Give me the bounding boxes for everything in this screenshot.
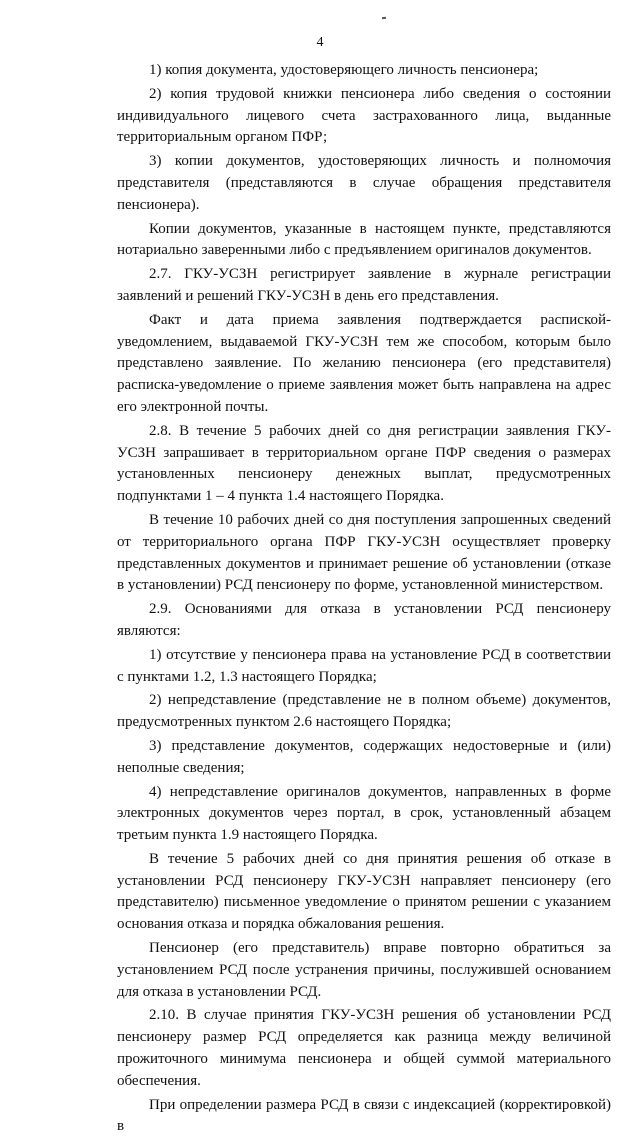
paragraph: 2.7. ГКУ-УСЗН регистрирует заявление в журнале регистрации заявлений и решений ГКУ-УСЗН в день его представления. bbox=[117, 266, 611, 304]
paragraph: 2) копия трудовой книжки пенсионера либо сведения о состоянии индивидуального лицевого счета застрахованного лица, выданные территориальным органом ПФР; bbox=[117, 85, 611, 146]
paragraph: 4) непредставление оригиналов документов, направленных в форме электронных документов через портал, в срок, установленный абзацем третьим пункта 1.9 настоящего Порядка. bbox=[117, 783, 611, 844]
body-text bbox=[117, 60, 611, 1140]
paragraph: 2) непредставление (представление не в полном объеме) документов, предусмотренных пунктом 2.6 настоящего Порядка; bbox=[117, 692, 611, 731]
paragraph: В течение 5 рабочих дней со дня принятия решения об отказе в установлении РСД пенсионеру ГКУ-УСЗН направляет пенсионеру (его представителю) письменное уведомление о принятом решении с указанием основания отказа и порядка обжалования решения. bbox=[117, 850, 611, 933]
paragraph: 3) представление документов, содержащих недостоверные и (или) неполные сведения; bbox=[117, 737, 611, 776]
paragraph: В течение 10 рабочих дней со дня поступления запрошенных сведений от территориального органа ПФР ГКУ-УСЗН осуществляет проверку представленных документов и принимает решение об установлении (отказе в установлении) РСД пенсионеру по форме, установленной министерством. bbox=[117, 511, 611, 594]
paragraph: Факт и дата приема заявления подтверждается распиской-уведомлением, выдаваемой ГКУ-УСЗН тем же способом, которым было представлено заявление. По желанию пенсионера (его представителя) расписка-уведомление о приеме заявления может быть направлена на адрес его электронной почты. bbox=[117, 311, 611, 415]
paragraph: 2.10. В случае принятия ГКУ-УСЗН решения об установлении РСД пенсионеру размер РСД определяется как разница между величиной прожиточного минимума пенсионера и общей суммой материального обеспечения. bbox=[117, 1007, 611, 1089]
paragraph: При определении размера РСД в связи с индексацией (корректировкой) в bbox=[117, 1096, 611, 1135]
paragraph: 1) копия документа, удостоверяющего личность пенсионера; bbox=[149, 62, 539, 78]
paragraph: 2.9. Основаниями для отказа в установлении РСД пенсионеру являются: bbox=[117, 601, 611, 639]
page-number: 4 bbox=[316, 35, 324, 50]
scan-mark bbox=[382, 17, 386, 20]
paragraph: 3) копии документов, удостоверяющих личность и полномочия представителя (представляются в случае обращения представителя пенсионера). bbox=[117, 153, 611, 213]
paragraph: Копии документов, указанные в настоящем пункте, представляются нотариально заверенными либо с предъявлением оригиналов документов. bbox=[117, 220, 611, 259]
paragraph: 1) отсутствие у пенсионера права на установление РСД в соответствии с пунктами 1.2, 1.3 настоящего Порядка; bbox=[117, 646, 611, 685]
paragraph: 2.8. В течение 5 рабочих дней со дня регистрации заявления ГКУ-УСЗН запрашивает в территориальном органе ПФР сведения о размерах установленных пенсионеру денежных выплат, предусмотренных подпунктами 1 – 4 пункта 1.4 настоящего Порядка. bbox=[117, 422, 611, 505]
paragraph: Пенсионер (его представитель) вправе повторно обратиться за установлением РСД после устранения причины, послужившей основанием для отказа в установлении РСД. bbox=[117, 940, 611, 1000]
